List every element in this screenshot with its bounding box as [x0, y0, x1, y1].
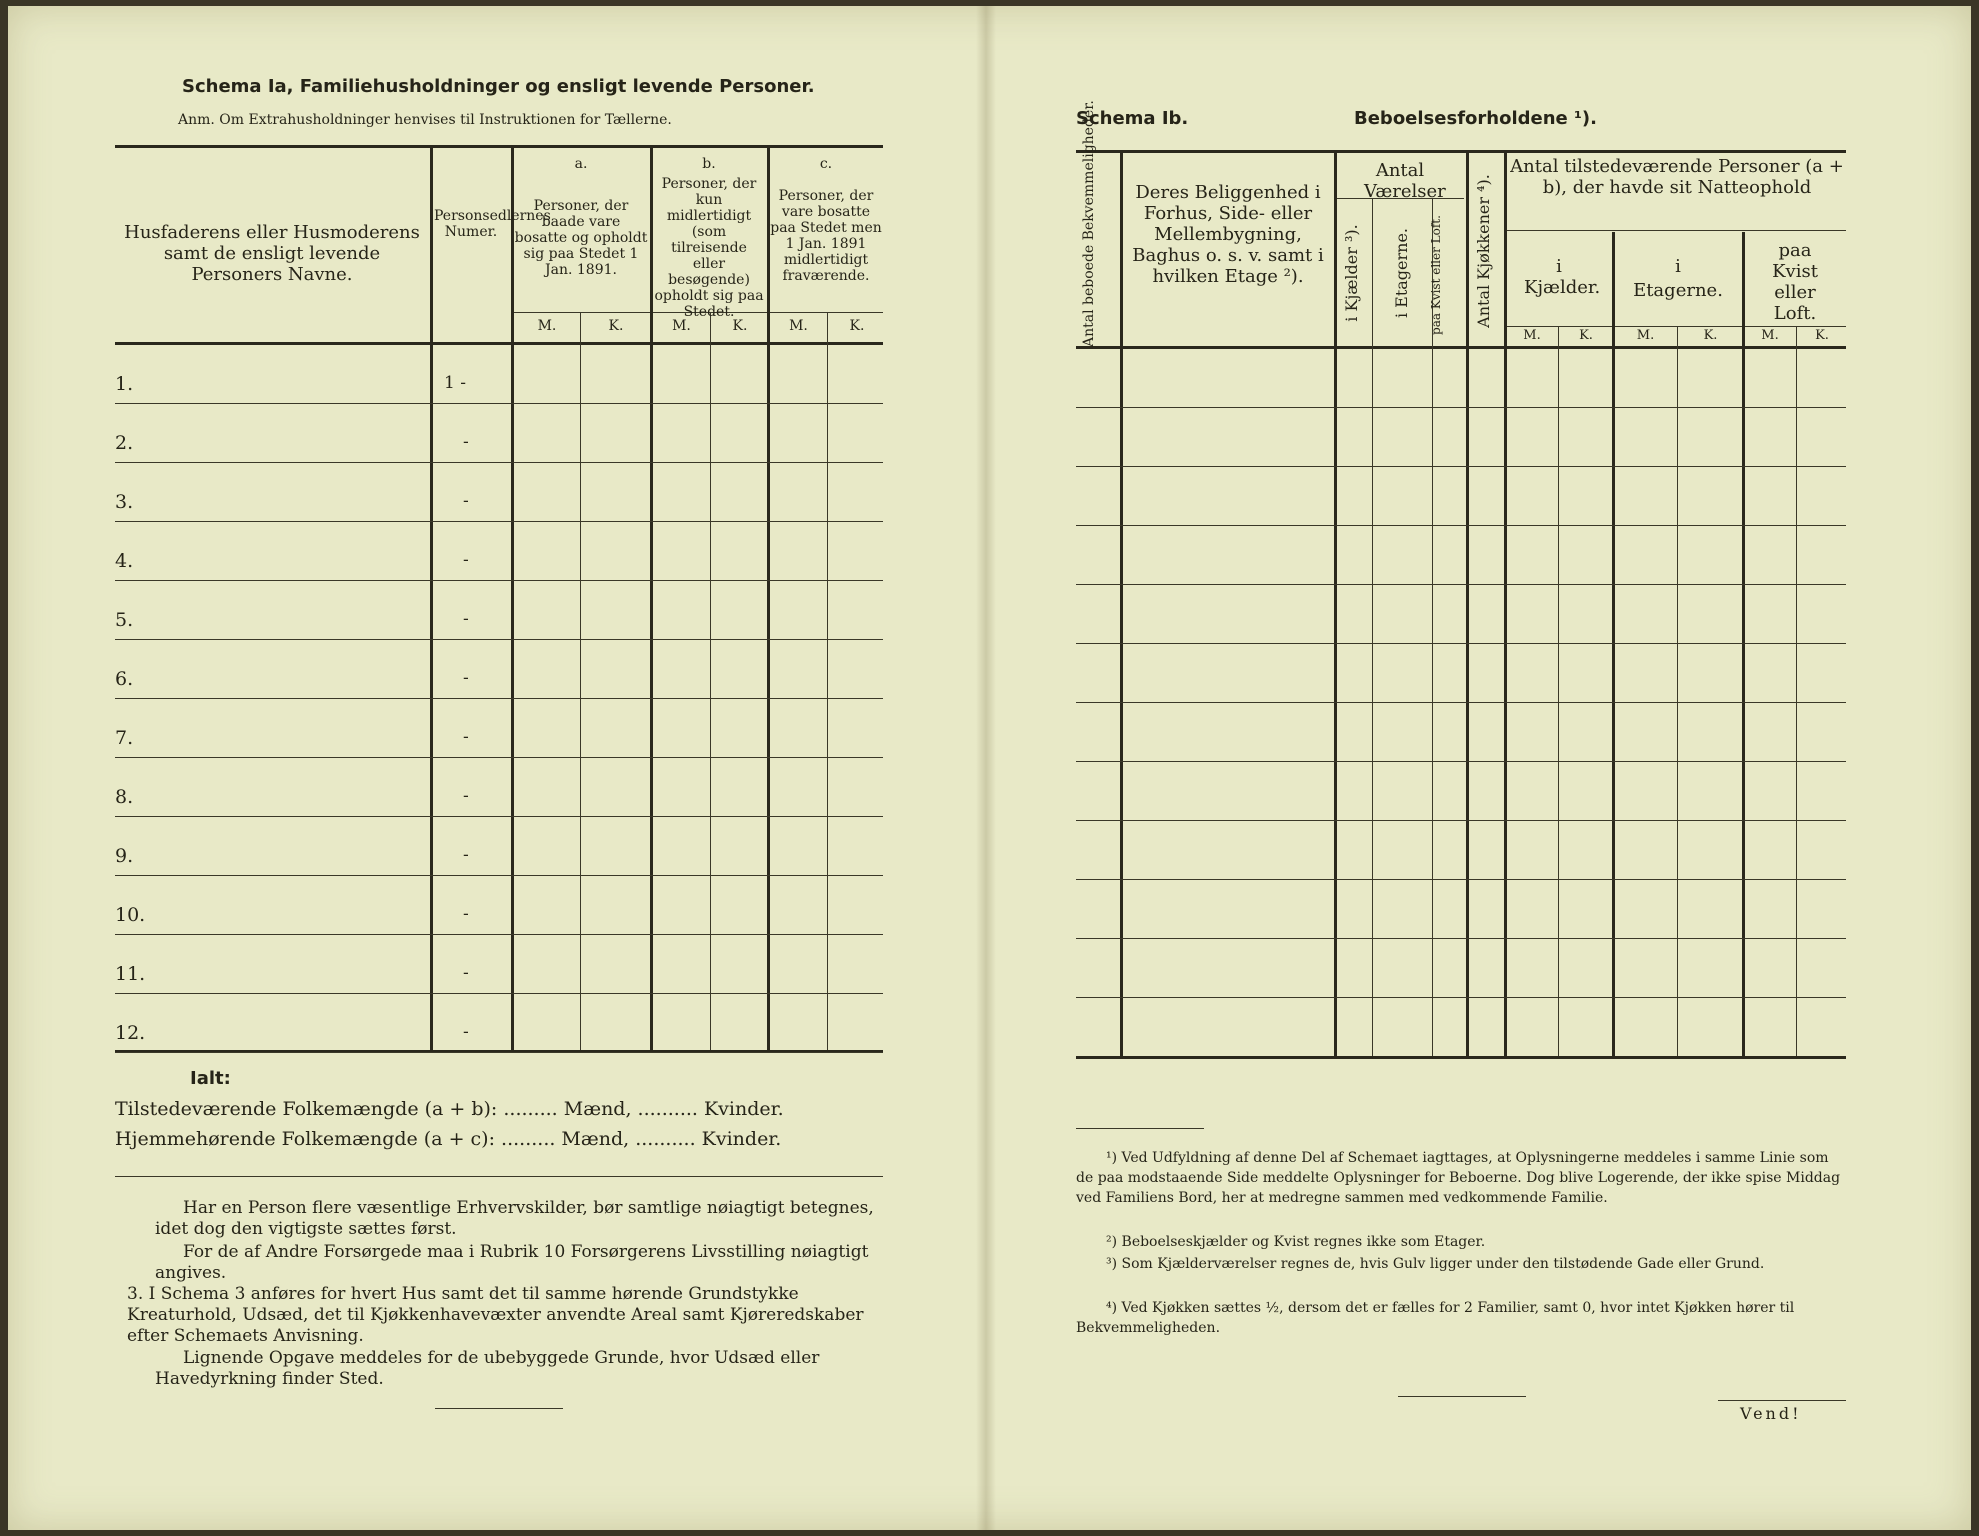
- rcol-9: [1677, 326, 1678, 1056]
- footnote-1: ¹) Ved Udfyldning af denne Del af Schemaet iagttages, at Oplysningerne meddeles i samme Linie som de paa modstaaende Side meddelte Oplysninger for Beboerne. Dog blive Logerende, der ikke spise Middag ved Familiens Bord, her at medregne sammen med vedkommende Familie.: [1076, 1150, 1841, 1206]
- left-row-number: 3.: [115, 491, 134, 513]
- header-c-k: K.: [849, 318, 865, 334]
- ialt-label: Ialt:: [190, 1068, 231, 1089]
- vend-rule: [1718, 1400, 1846, 1401]
- rcol-2: [1334, 152, 1337, 1056]
- rtable-top-rule: [1076, 150, 1846, 153]
- col-div-2: [511, 147, 514, 1050]
- right-row-line: [1076, 997, 1846, 998]
- vend-label: Vend!: [1740, 1404, 1802, 1423]
- rheader-kjaelder: i Kjælder ³).: [1342, 224, 1361, 322]
- left-row-line: [115, 934, 883, 935]
- note-schema3: 3. I Schema 3 anføres for hvert Hus samt det til samme hørende Grundstykke Kreaturhold, Udsæd, det til Kjøkkenhavevæxter anvendte Areal samt Kjøreredskaber efter Schemaets Anvisning.: [127, 1284, 864, 1346]
- left-row-line: [115, 816, 883, 817]
- person-number-cell: -: [463, 845, 469, 865]
- page-fold: [976, 6, 996, 1530]
- rheader-tilstedevaerende: Antal tilstedeværende Personer (a + b), der havde sit Natteophold: [1510, 156, 1844, 198]
- rheader-et-m: M.: [1636, 328, 1655, 343]
- right-row-line: [1076, 584, 1846, 585]
- left-row-line: [115, 521, 883, 522]
- right-row-line: [1076, 938, 1846, 939]
- header-b-k: K.: [732, 318, 748, 334]
- footnote-2: ²) Beboelseskjælder og Kvist regnes ikke som Etager.: [1106, 1234, 1486, 1250]
- left-row-number: 4.: [115, 550, 134, 572]
- left-row-number: 9.: [115, 845, 134, 867]
- footnote-3: ³) Som Kjælderværelser regnes de, hvis Gulv ligger under den tilstødende Gade eller Grund.: [1106, 1256, 1765, 1272]
- rheader-antal-beboede: Antal beboede Bekvemmeligheder.: [1081, 100, 1097, 347]
- rheader-kvist: paa Kvist eller Loft.: [1429, 215, 1443, 335]
- tilstedevaerende-total: Tilstedeværende Folkemængde (a + b): ......... Mænd, .......... Kvinder.: [115, 1098, 784, 1120]
- rheader-et-k: K.: [1703, 328, 1718, 343]
- header-a: Personer, der baade vare bosatte og opholdt sig paa Stedet 1 Jan. 1891.: [514, 198, 648, 278]
- rheader-kj-k: K.: [1579, 328, 1593, 343]
- hjemmehorende-total: Hjemmehørende Folkemængde (a + c): ......... Mænd, .......... Kvinder.: [115, 1128, 782, 1150]
- rcol-3: [1372, 198, 1373, 1056]
- person-number-cell: -: [463, 609, 469, 629]
- note-erhverv: Har en Person flere væsentlige Erhvervskilder, bør samtlige nøiagtigt betegnes, idet dog den vigtigste sættes først.: [155, 1198, 874, 1239]
- left-row-line: [115, 1052, 883, 1053]
- rheader-etagerne: i Etagerne.: [1392, 227, 1411, 319]
- header-a-k: K.: [608, 318, 624, 334]
- end-rule-right: [1398, 1396, 1526, 1397]
- rheader-bottom-rule: [1076, 346, 1846, 349]
- rcol-10: [1742, 232, 1745, 1056]
- rtable-bottom-rule: [1076, 1056, 1846, 1059]
- rcol-11: [1796, 326, 1797, 1056]
- right-row-line: [1076, 702, 1846, 703]
- left-row-line: [115, 639, 883, 640]
- header-a-m: M.: [537, 318, 557, 334]
- right-row-line: [1076, 466, 1846, 467]
- rcol-5: [1466, 152, 1469, 1056]
- col-div-a-mk: [580, 312, 581, 1050]
- rheader-beliggenhed: Deres Beliggenhed i Forhus, Side- eller Mellembygning, Baghus o. s. v. samt i hvilken Etage ²).: [1132, 182, 1324, 287]
- right-row-line: [1076, 761, 1846, 762]
- notes-divider: [115, 1176, 883, 1177]
- header-names: Husfaderens eller Husmoderens samt de ensligt levende Personers Navne.: [124, 222, 420, 285]
- header-b-letter: b.: [702, 156, 716, 172]
- right-row-line: [1076, 643, 1846, 644]
- header-c: Personer, der vare bosatte paa Stedet men 1 Jan. 1891 midlertidigt fraværende.: [770, 188, 882, 284]
- rheader-vaerelser: Antal Værelser: [1364, 160, 1446, 202]
- rheader-kjokkener: Antal Kjøkkener ⁴).: [1474, 174, 1493, 328]
- left-row-line: [115, 462, 883, 463]
- right-row-line: [1076, 879, 1846, 880]
- header-c-letter: c.: [819, 156, 833, 172]
- left-row-number: 5.: [115, 609, 134, 631]
- left-row-number: 10.: [115, 904, 146, 926]
- rcol-8: [1612, 232, 1615, 1056]
- schema-1a-title: Schema Ia, Familiehusholdninger og ensligt levende Personer.: [182, 76, 815, 97]
- person-number-cell: -: [463, 786, 469, 806]
- beboelse-title: Beboelsesforholdene ¹).: [1354, 108, 1597, 129]
- rheader-kj-m: M.: [1523, 328, 1541, 343]
- right-row-line: [1076, 407, 1846, 408]
- right-row-line: [1076, 820, 1846, 821]
- header-b: Personer, der kun midlertidigt (som tilreisende eller besøgende) opholdt sig paa Stedet.: [654, 176, 764, 320]
- rheader-kv-m: M.: [1761, 328, 1779, 343]
- person-number-cell: -: [463, 963, 469, 983]
- rcol-1: [1120, 152, 1123, 1056]
- person-number-cell: -: [463, 727, 469, 747]
- left-row-number: 6.: [115, 668, 134, 690]
- header-a-letter: a.: [574, 156, 588, 172]
- schema-1b-title: Schema Ib.: [1076, 108, 1189, 129]
- header-person-number: Personsedlernes Numer.: [434, 208, 551, 240]
- left-row-line: [115, 993, 883, 994]
- left-row-line: [115, 875, 883, 876]
- left-row-line: [115, 403, 883, 404]
- footnote-rule: [1076, 1128, 1204, 1129]
- anm-note: Anm. Om Extrahusholdninger henvises til Instruktionen for Tællerne.: [178, 112, 672, 128]
- col-div-1: [430, 147, 433, 1050]
- person-number-cell: -: [463, 550, 469, 570]
- rheader-etagerne-b: Etagerne.: [1633, 280, 1723, 301]
- left-row-number: 7.: [115, 727, 134, 749]
- note-ubebyggede: Lignende Opgave meddeles for de ubebyggede Grunde, hvor Udsæd eller Havedyrkning finder Sted.: [155, 1348, 820, 1389]
- left-row-line: [115, 757, 883, 758]
- left-row-number: 11.: [115, 963, 146, 985]
- natte-rule: [1506, 230, 1846, 231]
- rcol-7: [1558, 326, 1559, 1056]
- person-number-cell: 1 -: [444, 373, 466, 393]
- rmk-rule: [1506, 326, 1846, 327]
- person-number-cell: -: [463, 491, 469, 511]
- rheader-i-kjaelder: i Kjælder.: [1524, 256, 1601, 298]
- header-c-m: M.: [789, 318, 808, 334]
- col-div-c-mk: [827, 312, 828, 1050]
- right-row-line: [1076, 525, 1846, 526]
- left-row-number: 8.: [115, 786, 134, 808]
- col-div-b-mk: [710, 312, 711, 1050]
- person-number-cell: -: [463, 1022, 469, 1042]
- person-number-cell: -: [463, 432, 469, 452]
- person-number-cell: -: [463, 668, 469, 688]
- note-forsorgede: For de af Andre Forsørgede maa i Rubrik 10 Forsørgerens Livsstilling nøiagtigt angives.: [155, 1242, 869, 1283]
- left-row-number: 12.: [115, 1022, 146, 1044]
- left-row-line: [115, 580, 883, 581]
- rheader-i: i: [1675, 256, 1681, 277]
- left-row-line: [115, 698, 883, 699]
- rheader-kv-k: K.: [1815, 328, 1829, 343]
- footnote-4: ⁴) Ved Kjøkken sættes ½, dersom det er fælles for 2 Familier, samt 0, hvor intet Kjøkken hører til Bekvemmeligheden.: [1076, 1300, 1795, 1336]
- header-b-m: M.: [672, 318, 691, 334]
- person-number-cell: -: [463, 904, 469, 924]
- end-rule-left: [435, 1408, 563, 1409]
- left-row-number: 2.: [115, 432, 134, 454]
- left-row-number: 1.: [115, 373, 134, 395]
- rheader-paa-kvist: paa Kvist eller Loft.: [1772, 240, 1818, 324]
